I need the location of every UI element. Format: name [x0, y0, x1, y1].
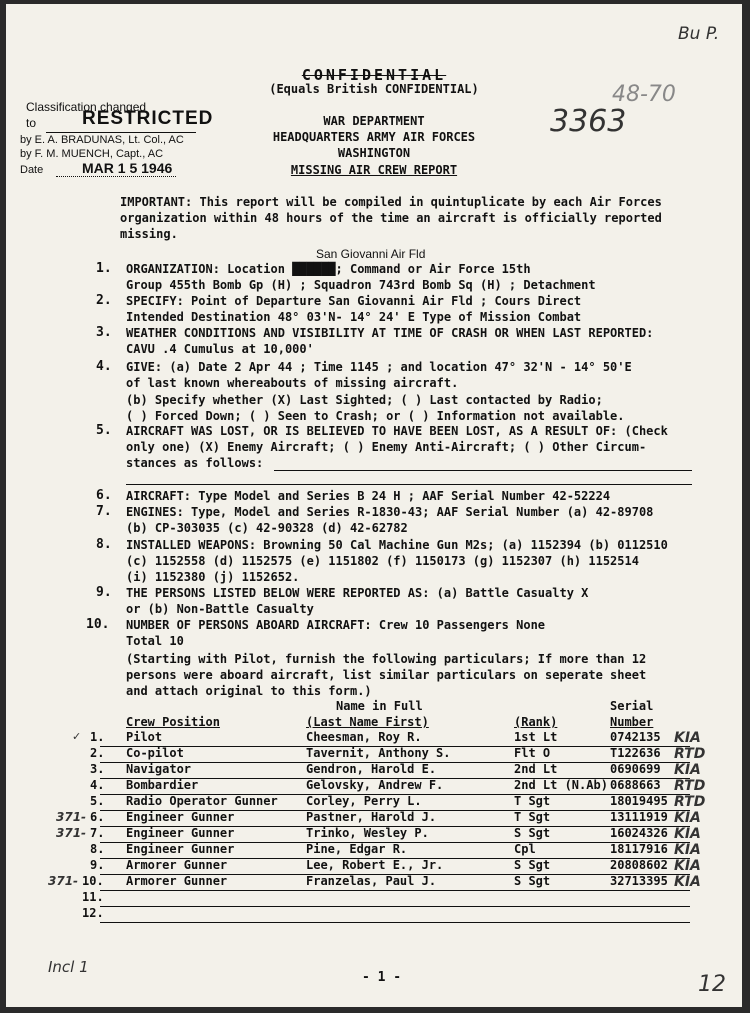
crew-status: KIA: [674, 826, 701, 842]
crew-serial: 0690699: [610, 762, 661, 776]
crew-intro-line-3: and attach original to this form.): [126, 684, 372, 698]
handwritten-ref: Bu P.: [678, 24, 720, 44]
item-7-line-1: ENGINES: Type, Model and Series R-1830-43; AAF Serial Number (a) 42-89708: [126, 505, 654, 519]
table-row: [82, 890, 690, 907]
table-row: [56, 810, 701, 827]
headquarters-name: HEADQUARTERS ARMY AIR FORCES: [272, 130, 476, 144]
city-name: WASHINGTON: [337, 146, 411, 160]
crew-name: Pine, Edgar R.: [306, 842, 408, 856]
crew-status: RTD: [674, 746, 706, 762]
crew-row-mark: 371-: [56, 826, 87, 840]
item-6-line-1: AIRCRAFT: Type Model and Series B 24 H ; AAF Serial Number 42-52224: [126, 489, 611, 503]
handwritten-number-faint: 48-70: [612, 82, 676, 107]
crew-rank: Flt O: [514, 746, 551, 760]
item-8-line-1: INSTALLED WEAPONS: Browning 50 Cal Machine Gun M2s; (a) 1152394 (b) 0112510: [126, 538, 668, 552]
crew-row-number: 6.: [90, 810, 105, 824]
crew-header-name: (Last Name First): [306, 715, 429, 729]
crew-position: Armorer Gunner: [126, 874, 228, 888]
table-row: [90, 746, 706, 763]
stamp-to-label: to: [26, 116, 37, 130]
item-8-number: 8.: [96, 537, 112, 552]
location-annotation: San Giovanni Air Fld: [316, 247, 426, 261]
page-number: - 1 -: [362, 970, 402, 985]
item-4-line-1: GIVE: (a) Date 2 Apr 44 ; Time 1145 ; and location 47° 32'N - 14° 50'E: [126, 360, 632, 374]
sheet-number: 12: [698, 972, 726, 997]
crew-row-number: 12.: [82, 906, 104, 920]
crew-rank: T Sgt: [514, 794, 551, 808]
report-page: [6, 4, 742, 1007]
item-4-number: 4.: [96, 359, 112, 374]
item-10-line-2: Total 10: [126, 634, 184, 648]
crew-row-number: 2.: [90, 746, 105, 760]
crew-position: Engineer Gunner: [126, 826, 235, 840]
classification-title: CONFIDENTIAL: [301, 66, 447, 84]
item-2-line-1: SPECIFY: Point of Departure San Giovanni Air Fld ; Cours Direct: [126, 294, 582, 308]
item-7-number: 7.: [96, 504, 112, 519]
crew-intro-line-2: persons were aboard aircraft, list similar particulars on seperate sheet: [126, 668, 647, 682]
crew-position: Engineer Gunner: [126, 810, 235, 824]
stamp-date-label: Date: [20, 164, 44, 176]
crew-header-position: Crew Position: [126, 715, 220, 729]
item-8-line-2: (c) 1152558 (d) 1152575 (e) 1151802 (f) 1150173 (g) 1152307 (h) 1152514: [126, 554, 639, 568]
crew-serial: T122636: [610, 746, 661, 760]
crew-rank: S Sgt: [514, 858, 551, 872]
stamp-date-value: MAR 1 5 1946: [82, 160, 173, 176]
crew-status: KIA: [674, 810, 701, 826]
crew-name: Gelovsky, Andrew F.: [306, 778, 444, 792]
crew-row-number: 4.: [90, 778, 105, 792]
stamp-by-1: by E. A. BRADUNAS, Lt. Col., AC: [20, 134, 184, 146]
crew-serial: 0742135: [610, 730, 661, 744]
crew-row-number: 9.: [90, 858, 105, 872]
item-6-number: 6.: [96, 488, 112, 503]
crew-serial: 20808602: [610, 858, 668, 872]
table-row: [48, 874, 701, 891]
handwritten-number: 3363: [550, 104, 627, 139]
crew-status: RTD: [674, 794, 706, 810]
item-9-number: 9.: [96, 585, 112, 600]
item-9-line-2: or (b) Non-Battle Casualty: [126, 602, 314, 616]
crew-serial: 0688663: [610, 778, 661, 792]
item-3-line-1: WEATHER CONDITIONS AND VISIBILITY AT TIME OF CRASH OR WHEN LAST REPORTED:: [126, 326, 654, 340]
table-row: [90, 778, 706, 795]
crew-serial: 32713395: [610, 874, 668, 888]
crew-position: Pilot: [126, 730, 163, 744]
inclosure-note: Incl 1: [48, 958, 89, 976]
item-10-number: 10.: [86, 617, 110, 632]
crew-row-number: 5.: [90, 794, 105, 808]
crew-intro-line-1: (Starting with Pilot, furnish the following particulars; If more than 12: [126, 652, 647, 666]
table-row: [90, 762, 701, 779]
crew-rank: T Sgt: [514, 810, 551, 824]
crew-row-mark: 371-: [48, 874, 79, 888]
item-3-line-2: CAVU .4 Cumulus at 10,000': [126, 342, 314, 356]
item-8-line-3: (i) 1152380 (j) 1152652.: [126, 570, 300, 584]
item-4-line-3: (b) Specify whether (X) Last Sighted; ( ) Last contacted by Radio;: [126, 393, 603, 407]
crew-serial: 13111919: [610, 810, 668, 824]
crew-status: KIA: [674, 858, 701, 874]
crew-status: KIA: [674, 842, 701, 858]
crew-position: Radio Operator Gunner: [126, 794, 278, 808]
crew-status: KIA: [674, 730, 701, 746]
item-2-number: 2.: [96, 293, 112, 308]
crew-rank: S Sgt: [514, 874, 551, 888]
crew-header-serial-top: Serial: [610, 699, 654, 713]
item-1-number: 1.: [96, 261, 112, 276]
crew-position: Bombardier: [126, 778, 199, 792]
crew-row-mark: 371-: [56, 810, 87, 824]
important-line-3: missing.: [120, 227, 178, 241]
crew-status: RTD: [674, 778, 706, 794]
crew-row-number: 7.: [90, 826, 105, 840]
item-5-line-3: stances as follows:: [126, 456, 264, 470]
crew-serial: 18117916: [610, 842, 668, 856]
crew-rank: S Sgt: [514, 826, 551, 840]
crew-position: Co-pilot: [126, 746, 184, 760]
crew-header-serial: Number: [610, 715, 654, 729]
item-7-line-2: (b) CP-303035 (c) 42-90328 (d) 42-62782: [126, 521, 408, 535]
item-4-line-2: of last known whereabouts of missing aircraft.: [126, 376, 459, 390]
crew-rank: 2nd Lt: [514, 762, 558, 776]
crew-name: Cheesman, Roy R.: [306, 730, 422, 744]
crew-position: Armorer Gunner: [126, 858, 228, 872]
table-row: [72, 730, 701, 747]
crew-row-number: 8.: [90, 842, 105, 856]
item-5-line-1: AIRCRAFT WAS LOST, OR IS BELIEVED TO HAVE BEEN LOST, AS A RESULT OF: (Check: [126, 424, 668, 438]
crew-row-mark: ✓: [72, 730, 82, 743]
crew-name: Lee, Robert E., Jr.: [306, 858, 444, 872]
report-title: MISSING AIR CREW REPORT: [290, 163, 458, 177]
item-5-line-2: only one) (X) Enemy Aircraft; ( ) Enemy Anti-Aircraft; ( ) Other Circum-: [126, 440, 647, 454]
crew-header-rank: (Rank): [514, 715, 558, 729]
crew-position: Engineer Gunner: [126, 842, 235, 856]
crew-row-number: 11.: [82, 890, 104, 904]
crew-position: Navigator: [126, 762, 192, 776]
crew-name: Pastner, Harold J.: [306, 810, 437, 824]
crew-status: KIA: [674, 762, 701, 778]
item-4-line-4: ( ) Forced Down; ( ) Seen to Crash; or ( ) Information not available.: [126, 409, 625, 423]
stamp-restricted: RESTRICTED: [82, 108, 214, 129]
item-9-line-1: THE PERSONS LISTED BELOW WERE REPORTED AS: (a) Battle Casualty X: [126, 586, 589, 600]
table-row: [90, 794, 706, 811]
item-1-line-1: ORGANIZATION: Location ██████; Command or Air Force 15th: [126, 262, 531, 276]
stamp-line-classification: Classification changed: [26, 100, 147, 114]
item-1-line-2: Group 455th Bomb Gp (H) ; Squadron 743rd Bomb Sq (H) ; Detachment: [126, 278, 596, 292]
item-2-line-2: Intended Destination 48° 03'N- 14° 24' E Type of Mission Combat: [126, 310, 582, 324]
crew-rank: Cpl: [514, 842, 536, 856]
crew-row-number: 1.: [90, 730, 105, 744]
crew-name: Trinko, Wesley P.: [306, 826, 429, 840]
crew-serial: 16024326: [610, 826, 668, 840]
crew-rank: 1st Lt: [514, 730, 558, 744]
crew-name: Corley, Perry L.: [306, 794, 422, 808]
crew-header-name-top: Name in Full: [336, 699, 423, 713]
item-3-number: 3.: [96, 325, 112, 340]
crew-name: Gendron, Harold E.: [306, 762, 437, 776]
table-row: [56, 826, 701, 843]
classification-equals: (Equals British CONFIDENTIAL): [269, 82, 479, 96]
crew-row-number: 10.: [82, 874, 104, 888]
crew-rank: 2nd Lt (N.Ab): [514, 778, 608, 792]
crew-name: Franzelas, Paul J.: [306, 874, 437, 888]
crew-name: Tavernit, Anthony S.: [306, 746, 451, 760]
table-row: [90, 858, 701, 875]
important-line-1: IMPORTANT: This report will be compiled in quintuplicate by each Air Forces: [120, 195, 662, 209]
stamp-by-2: by F. M. MUENCH, Capt., AC: [20, 148, 164, 160]
department-name: WAR DEPARTMENT: [323, 114, 425, 128]
crew-serial: 18019495: [610, 794, 668, 808]
table-row: [90, 842, 701, 859]
table-row: [82, 906, 690, 923]
crew-status: KIA: [674, 874, 701, 890]
important-line-2: organization within 48 hours of the time an aircraft is officially reported: [120, 211, 662, 225]
item-10-line-1: NUMBER OF PERSONS ABOARD AIRCRAFT: Crew 10 Passengers None: [126, 618, 546, 632]
crew-row-number: 3.: [90, 762, 105, 776]
item-5-number: 5.: [96, 423, 112, 438]
